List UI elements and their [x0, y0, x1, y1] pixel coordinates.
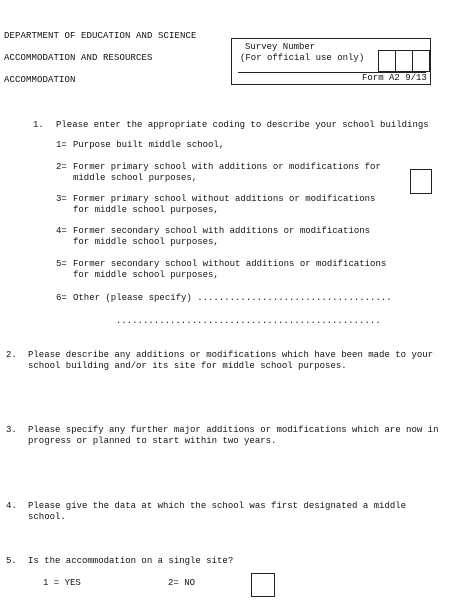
q1-text: Please enter the appropriate coding to describe your school buildings — [56, 120, 429, 130]
q1-option-text-2: for middle school purposes, — [73, 205, 219, 215]
survey-number-label: Survey Number — [245, 42, 316, 52]
q4-text-line2: school. — [28, 512, 66, 522]
q2-number: 2. — [6, 350, 17, 360]
q1-number: 1. — [33, 120, 44, 130]
q1-other-specify[interactable]: Other (please specify) .................................... — [73, 293, 392, 303]
q2-text-line2: school building and/or its site for middle school purposes. — [28, 361, 347, 371]
q1-option-4 — [56, 226, 370, 248]
q1-option-text: Purpose built middle school, — [73, 140, 225, 150]
survey-number-cell-3[interactable] — [412, 50, 430, 72]
q1-option-text: Former primary school with additions or modifications for — [73, 162, 381, 172]
header-department: DEPARTMENT OF EDUCATION AND SCIENCE — [4, 31, 197, 41]
q1-answer-box[interactable] — [410, 169, 432, 194]
q1-option-text: Former secondary school without additions or modifications — [73, 259, 387, 269]
q5-number: 5. — [6, 556, 17, 566]
q5-option-yes: 1 = YES — [43, 578, 81, 588]
q1-option-text-2: for middle school purposes, — [73, 270, 219, 280]
survey-number-cell-1[interactable] — [378, 50, 396, 72]
header-section: ACCOMMODATION AND RESOURCES — [4, 53, 153, 63]
q3-text-line1: Please specify any further major additions or modifications which are now in — [28, 425, 439, 435]
q1-option-3 — [56, 194, 375, 216]
q1-option-code: 5= — [56, 259, 67, 269]
q1-option-6 — [56, 293, 392, 304]
q1-option-5 — [56, 259, 386, 281]
q3-number: 3. — [6, 425, 17, 435]
q5-answer-box[interactable] — [251, 573, 275, 597]
q1-option-code: 3= — [56, 194, 67, 204]
q4-text-line1: Please give the data at which the school was first designated a middle — [28, 501, 407, 511]
q2-text-line1: Please describe any additions or modifications which have been made to your — [28, 350, 434, 360]
official-use-label: (For official use only) — [240, 53, 365, 63]
survey-box-divider — [238, 72, 426, 73]
q1-option-text-2: middle school purposes, — [73, 173, 198, 183]
header-subsection: ACCOMMODATION — [4, 75, 76, 85]
q4-number: 4. — [6, 501, 17, 511]
q3-text-line2: progress or planned to start within two years. — [28, 436, 277, 446]
q1-option-2 — [56, 162, 381, 184]
form-number: Form A2 9/13 — [362, 73, 427, 83]
q1-option-code: 6= — [56, 293, 67, 303]
q5-text: Is the accommodation on a single site? — [28, 556, 234, 566]
q1-option-code: 2= — [56, 162, 67, 172]
survey-number-cell-2[interactable] — [395, 50, 413, 72]
q1-option-code: 4= — [56, 226, 67, 236]
q1-option-text: Former secondary school with additions or modifications — [73, 226, 371, 236]
q1-option-1 — [56, 140, 224, 151]
q1-other-specify-line[interactable]: ................................................. — [116, 316, 381, 326]
q1-option-code: 1= — [56, 140, 67, 150]
q5-option-no: 2= NO — [168, 578, 196, 588]
q1-option-text: Former primary school without additions or modifications — [73, 194, 376, 204]
q1-option-text-2: for middle school purposes, — [73, 237, 219, 247]
